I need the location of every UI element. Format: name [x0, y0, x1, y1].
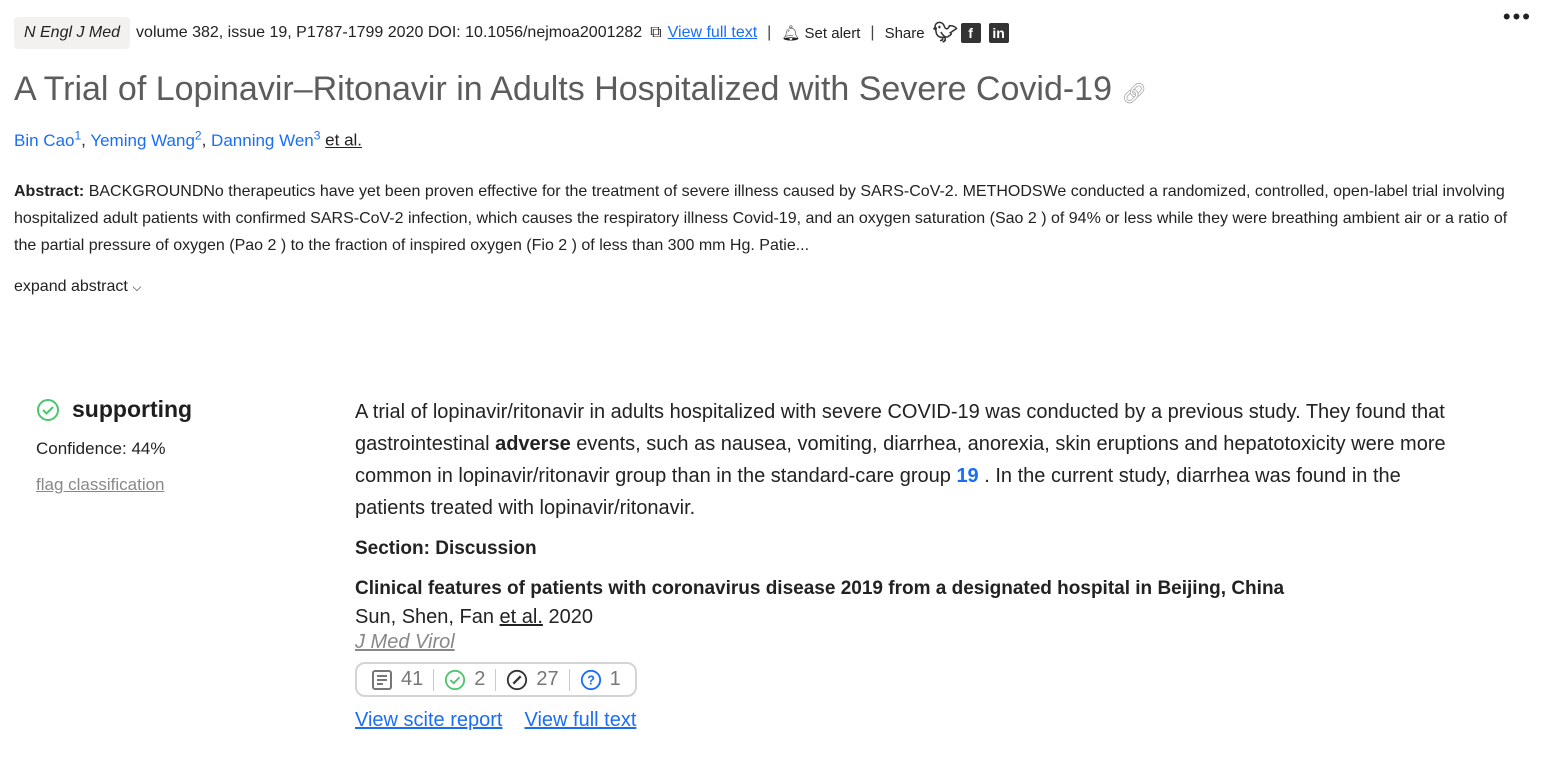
more-options-icon[interactable]: •••: [1502, 4, 1532, 29]
linkedin-icon[interactable]: in: [989, 23, 1009, 43]
publications-icon: [371, 669, 393, 691]
author-link[interactable]: Yeming Wang$^2$: [90, 128, 202, 150]
classification-label: supporting: [72, 396, 193, 422]
check-circle-icon: [36, 398, 60, 422]
author-list: Bin Cao$^1$, Yeming Wang$^2$, Danning Wen$^3$ et al.: [14, 128, 363, 150]
author-link[interactable]: Danning Wen$^3$: [211, 128, 321, 150]
svg-text:?: ?: [586, 672, 595, 688]
copy-icon[interactable]: ⧉: [650, 24, 662, 41]
set-alert-button[interactable]: 🔔︎ Set alert: [781, 25, 861, 42]
citing-paper-journal[interactable]: J Med Virol: [355, 631, 455, 653]
citation-snippet: A trial of lopinavir/ritonavir in adults hospitalized with severe COVID-19 was conducted by a previous study. They found that gastrointestinal adverse events, such as nausea, vomiting, diarrhea, anorexia, skin eruptions and hepatotoxicity were more common in lopinavir/ritonavir group than in the standard-care group 19 . In the current study, diarrhea was found in the patients treated with lopinavir/ritonavir.: [355, 401, 1446, 519]
abstract-label: Abstract:: [14, 183, 85, 200]
supporting-icon: [444, 669, 466, 691]
bell-icon: 🔔︎: [781, 25, 805, 42]
page-title: [14, 70, 1147, 109]
classification-panel: [36, 396, 192, 495]
reference-link[interactable]: 19: [956, 465, 979, 487]
view-scite-report-link[interactable]: View scite report: [355, 709, 503, 731]
mentioning-icon: [506, 669, 528, 691]
chevron-down-icon: ⌵: [132, 280, 142, 294]
facebook-icon[interactable]: f: [961, 23, 981, 43]
citation-statement: [355, 396, 1455, 732]
divider: |: [767, 24, 772, 41]
abstract-text: BACKGROUNDNo therapeutics have yet been proven effective for the treatment of severe illness caused by SARS-CoV-2. METHODSWe conducted a randomized, controlled, open-label trial involving hospitalized adult patients with confirmed SARS-CoV-2 infection, which causes the respiratory illness Covid-19, and an oxygen saturation (Sao 2 ) of 94% or less while they were breathing ambient air or a ratio of the partial pressure of oxygen (Pao 2 ) to the fraction of inspired oxygen (Fio 2 ) of less than 300 mm Hg. Patie...: [14, 183, 1508, 254]
view-full-text-link[interactable]: View full text: [524, 709, 637, 731]
twitter-icon[interactable]: 🐦︎: [932, 22, 958, 44]
article-meta: [14, 17, 1009, 49]
abstract: [14, 178, 1514, 259]
confidence: Confidence: 44%: [36, 439, 166, 458]
section-label: Section: Discussion: [355, 538, 537, 559]
journal-badge: N Engl J Med: [14, 17, 130, 49]
citing-paper-title[interactable]: Clinical features of patients with coronavirus disease 2019 from a designated hospital in Beijing, China: [355, 578, 1285, 599]
contrasting-icon: [580, 669, 602, 691]
share-label: Share: [884, 24, 925, 42]
expand-abstract-button[interactable]: expand abstract ⌵: [14, 278, 142, 295]
citation-tally[interactable]: 41 2 27 ? 1: [355, 662, 637, 697]
citing-paper-authors: Sun, Shen, Fan et al. 2020: [355, 606, 593, 628]
title-text: A Trial of Lopinavir–Ritonavir in Adults Hospitalized with Severe Covid-19: [14, 70, 1112, 108]
link-icon[interactable]: 🔗︎: [1121, 83, 1147, 105]
citation-info: volume 382, issue 19, P1787-1799 2020 DOI: 10.1056/nejmoa2001282: [136, 24, 643, 41]
flag-classification-link[interactable]: flag classification: [36, 475, 165, 494]
divider: |: [870, 24, 875, 41]
author-link[interactable]: Bin Cao$^1$: [14, 128, 82, 150]
et-al-link[interactable]: et al.: [325, 130, 363, 150]
et-al-link[interactable]: et al.: [499, 606, 543, 628]
view-full-text-link[interactable]: View full text: [667, 24, 758, 41]
